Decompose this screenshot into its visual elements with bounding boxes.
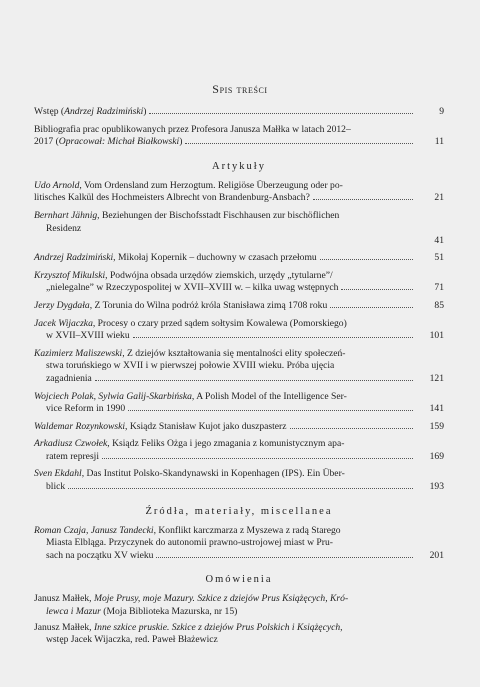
toc-entry[interactable] [34, 525, 444, 563]
entry-text: stwa toruńskiego w XVII i w pierwszej połowie XVIII wieku. Próba ujęcia [46, 360, 335, 372]
entry-text: wstęp Jacek Wijaczka, red. Paweł Błażewicz [46, 634, 218, 646]
entry-author: Andrzej Radzimiński [64, 106, 144, 117]
entry-text: vice Reform in 1990 [46, 403, 126, 415]
dot-leader [133, 336, 413, 338]
page-number: 85 [434, 299, 444, 311]
page-number: 21 [434, 192, 444, 204]
page-number: 121 [429, 372, 444, 384]
entry-author: Waldemar Rozynkowski [34, 420, 126, 432]
toc-entry[interactable] [34, 622, 444, 647]
dot-leader [156, 556, 413, 558]
toc-entry[interactable] [34, 252, 444, 265]
toc-entry[interactable] [34, 318, 444, 343]
toc-entry[interactable] [34, 391, 444, 416]
entry-text: , Z dziejów kształtowania się mentalności elity społeczeń- [122, 347, 346, 359]
toc-entry[interactable] [34, 209, 444, 246]
entry-text: litisches Kalkül des Hochmeisters Albrecht von Brandenburg-Ansbach? [34, 192, 310, 204]
entry-text: Miasta Elbląga. Przyczynek do autonomii prawno-ustrojowej miast w Pru- [46, 537, 333, 549]
entry-text: w XVII–XVIII wieku [46, 330, 130, 342]
entry-text: , Konflikt karczmarza z Myszewa z radą Starego [153, 524, 341, 536]
entry-author: Bernhart Jähnig [34, 209, 98, 221]
entry-author: Andrzej Radzimiński [34, 252, 114, 264]
entry-author: Opracował: Michał Białkowski [58, 136, 180, 148]
entry-text: „nielegalne” w Rzeczypospolitej w XVII–XVIII w. – kilka uwag wstępnych [46, 282, 339, 294]
entry-author: Janusz Małłek, [34, 593, 94, 605]
entry-text: , Vom Ordensland zum Herzogtum. Religiöse Überzeugung oder po- [79, 179, 343, 191]
entry-text: zagadnienia [46, 372, 92, 384]
page-number: 169 [429, 450, 444, 462]
entry-author: Udo Arnold [34, 179, 80, 191]
entry-author: Arkadiusz Czwołek [34, 438, 108, 450]
entry-text: , Beziehungen der Bischofsstadt Fischhausen zur bischöflichen [97, 209, 340, 221]
entry-text: (Moja Biblioteka Mazurska, nr 15) [100, 606, 238, 618]
section-heading-omowienia: Omówienia [205, 574, 273, 586]
toc-entry[interactable] [34, 468, 444, 493]
entry-author: Roman Czaja, Janusz Tandecki [34, 524, 154, 536]
entry-text: sach na początku XV wieku [46, 549, 154, 561]
toc-entry-wstep[interactable]: Wstęp (Andrzej Radzimiński) 9 [34, 106, 444, 117]
entry-author: Kazimierz Maliszewski [34, 347, 123, 359]
entry-title: Moje Prusy, moje Mazury. Szkice z dziejów Prus Książęcych, Kró- [93, 593, 349, 605]
page-number: 159 [429, 420, 444, 432]
entry-text: ratem represji [46, 450, 100, 462]
page-number: 11 [434, 136, 444, 148]
dot-leader [128, 409, 413, 411]
page-number: 9 [439, 106, 444, 117]
entry-author: Krzysztof Mikulski [34, 269, 106, 281]
dot-leader [313, 198, 413, 200]
page-number: 51 [434, 252, 444, 264]
dot-leader [330, 306, 413, 308]
entry-text: , Ksiądz Feliks Ożga i jego zmagania z komunistycznym apa- [107, 438, 345, 450]
page-number: 201 [429, 549, 444, 561]
entry-title: lewca i Mazur [46, 606, 101, 618]
entry-author: Jacek Wijaczka [34, 317, 93, 329]
section-heading-artykuly: Artykuły [212, 160, 266, 172]
page-number: 101 [429, 330, 444, 342]
dot-leader [320, 258, 413, 260]
toc-entry-bibliografia[interactable]: Bibliografia prac opublikowanych przez Profesora Janusza Małłka w latach 2012– 2017 (Opracował: Michał Białkowski) 11 [34, 123, 444, 148]
dot-leader [102, 457, 413, 459]
entry-text: , Ksiądz Stanisław Kujot jako duszpasterz [125, 420, 287, 432]
toc-entry[interactable] [34, 421, 444, 434]
entry-author: Jerzy Dygdała [34, 299, 90, 311]
toc-entry[interactable] [34, 593, 444, 618]
entry-text: , A Polish Model of the Intelligence Ser- [191, 390, 347, 402]
toc-content [34, 106, 444, 650]
entry-text: , Z Torunia do Wilna podróż króla Stanisława zimą 1708 roku [89, 299, 328, 311]
toc-entry[interactable] [34, 348, 444, 386]
toc-entry[interactable] [34, 270, 444, 295]
entry-text: , Das Institut Polsko-Skandynawski in Kopenhagen (IPS). Ein Über- [81, 468, 345, 480]
page-number: 141 [429, 403, 444, 415]
page-number: 193 [429, 481, 444, 493]
entry-text: , Procesy o czary przed sądem sołtysim Kowalewa (Pomorskiego) [92, 317, 347, 329]
entry-title: Inne szkice pruskie. Szkice z dziejów Prus Polskich i Książęcych, [93, 621, 343, 633]
entry-author: Wojciech Polak, Sylwia Galij-Skarbińska [34, 390, 192, 402]
page-number: 71 [434, 282, 444, 294]
section-heading-zrodla: Źródła, materiały, miscellanea [145, 505, 333, 517]
entry-text: , Mikołaj Kopernik – duchowny w czasach przełomu [113, 252, 317, 264]
toc-entry[interactable] [34, 438, 444, 463]
entry-text: Residenz [46, 222, 82, 234]
entry-author: Janusz Małłek, [34, 621, 94, 633]
entry-text: , Podwójna obsada urzędów ziemskich, urzędy „tytularne”/ [105, 269, 333, 281]
entry-text: Bibliografia prac opublikowanych przez Profesora Janusza Małłka w latach 2012– [34, 123, 351, 135]
dot-leader [341, 288, 413, 290]
dot-leader [149, 112, 413, 114]
dot-leader [95, 379, 413, 381]
toc-entry[interactable] [34, 180, 444, 205]
dot-leader [68, 487, 413, 489]
toc-entry[interactable] [34, 300, 444, 313]
dot-leader [185, 142, 413, 144]
toc-title: Spis treści [212, 82, 268, 96]
entry-text: blick [46, 481, 66, 493]
entry-author: Sven Ekdahl [34, 468, 82, 480]
page-number: 41 [434, 234, 444, 246]
dot-leader [290, 427, 413, 429]
